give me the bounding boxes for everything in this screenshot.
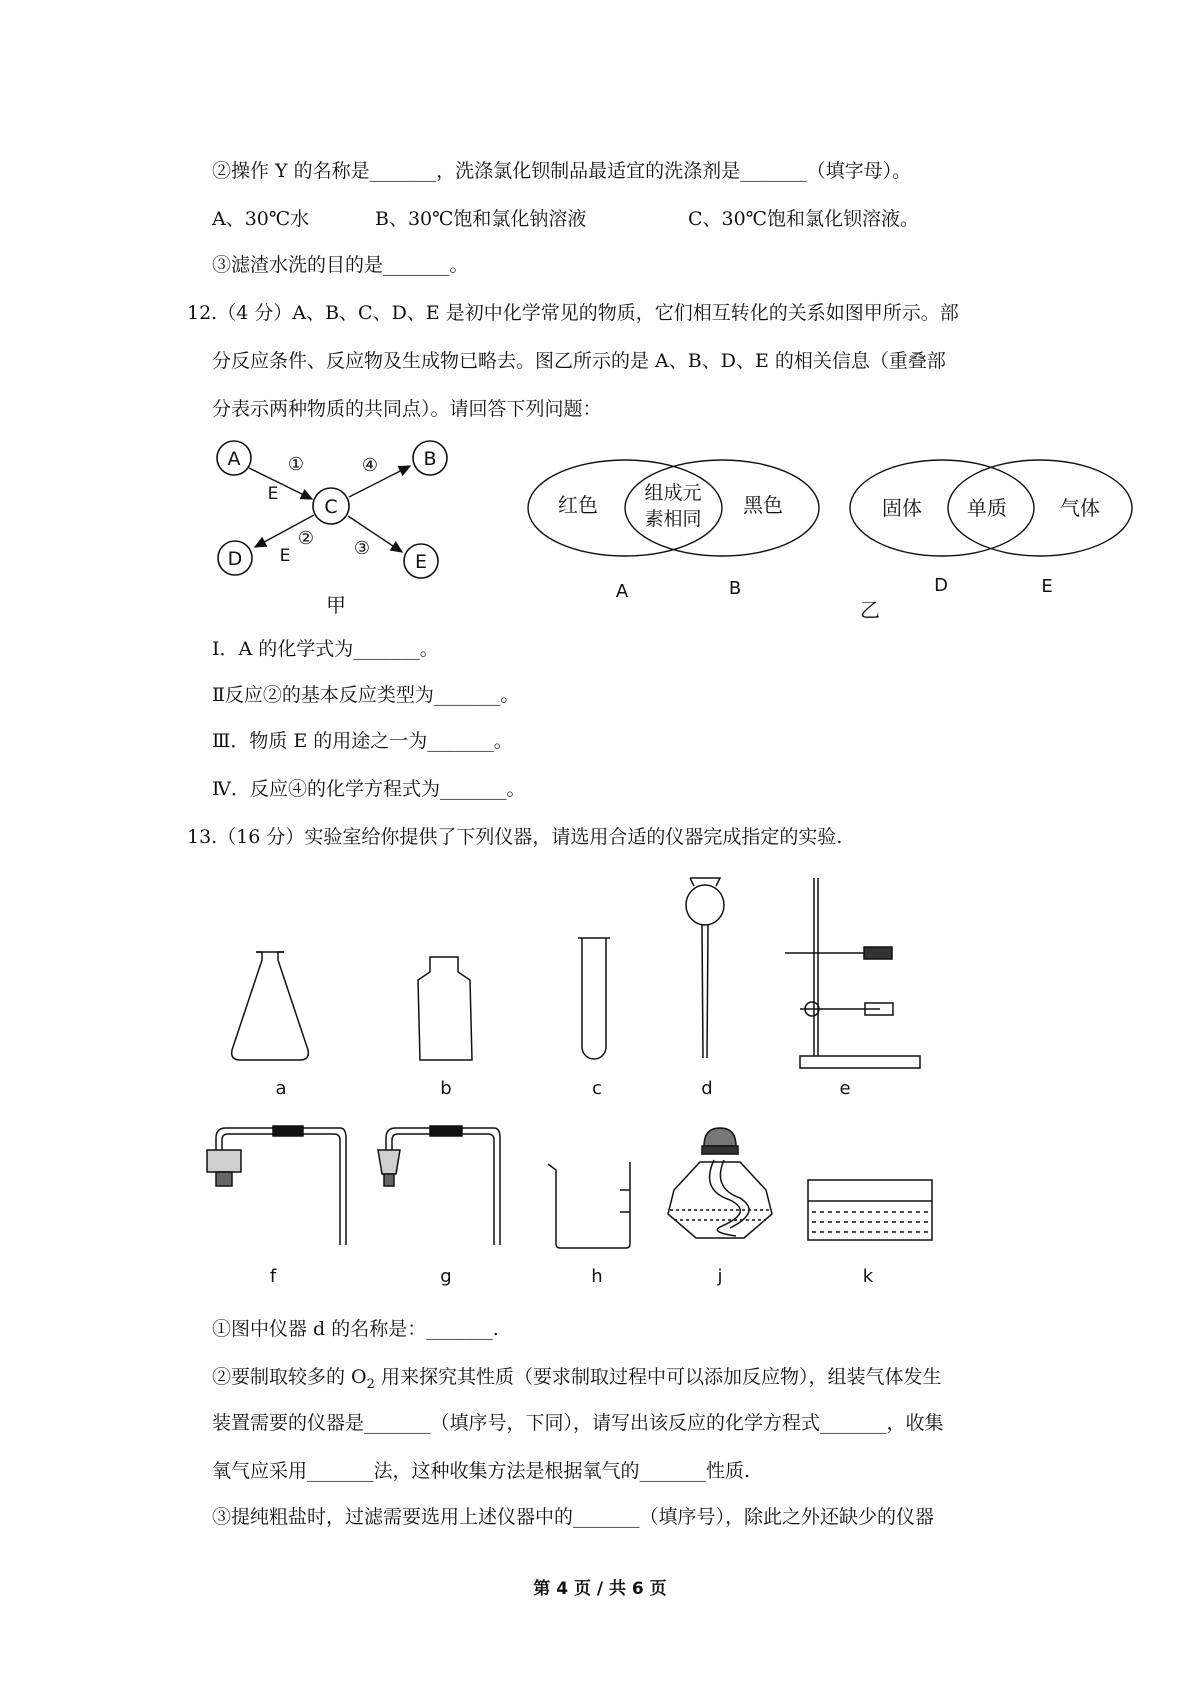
venn-label-d: D xyxy=(934,575,948,596)
q13-part-2-subscript: 2 xyxy=(366,1376,375,1392)
label-f: f xyxy=(269,1266,277,1287)
node-e-label: E xyxy=(414,551,428,573)
apparatus-g-stopper-tube xyxy=(378,1126,500,1245)
venn-b-text: 黑色 xyxy=(743,493,783,517)
q13-stem: 13.（16 分）实验室给你提供了下列仪器，请选用合适的仪器完成指定的实验. xyxy=(187,826,843,848)
label-e: e xyxy=(839,1078,851,1099)
apparatus-d-funnel xyxy=(686,878,724,1058)
venn-label-a: A xyxy=(615,581,629,602)
apparatus-j-alcohol-lamp xyxy=(668,1128,772,1238)
q13-part-3: ③提纯粗盐时，过滤需要选用上述仪器中的_______（填序号），除此之外还缺少的仪器 xyxy=(212,1506,935,1528)
venn-d-e xyxy=(850,460,1132,622)
node-c-label: C xyxy=(324,496,338,518)
q12-sub-2: Ⅱ反应②的基本反应类型为_______。 xyxy=(212,684,520,706)
label-step-2: ② xyxy=(297,528,315,549)
q11-line2: ②操作 Y 的名称是_______，洗涤氯化钡制品最适宜的洗涤剂是_______（填字母）。 xyxy=(212,160,912,182)
label-step-3: ③ xyxy=(353,538,371,559)
q11-line3: ③滤渣水洗的目的是_______。 xyxy=(212,254,469,276)
q12-stem-2: 分反应条件、反应物及生成物已略去。图乙所示的是 A、B、D、E 的相关信息（重叠部 xyxy=(212,350,946,372)
apparatus-k-trough xyxy=(808,1180,932,1240)
q13-part-2-pre: ②要制取较多的 O xyxy=(212,1366,367,1388)
caption-jia: 甲 xyxy=(326,593,346,617)
venn-ab-text-1: 组成元 xyxy=(644,482,702,504)
q12-sub-3: Ⅲ．物质 E 的用途之一为_______。 xyxy=(212,730,513,752)
apparatus-e-iron-stand xyxy=(785,878,920,1068)
q12-stem-3: 分表示两种物质的共同点）。请回答下列问题： xyxy=(212,398,602,420)
apparatus-b-bottle xyxy=(418,957,472,1060)
label-step-1: ① xyxy=(287,454,305,475)
venn-label-e: E xyxy=(1041,576,1053,597)
q11-option-a: A、30℃水 xyxy=(212,208,310,230)
q11-option-c: C、30℃饱和氯化钡溶液。 xyxy=(688,208,919,230)
venn-a-text: 红色 xyxy=(558,493,598,517)
apparatus-a-conical-flask xyxy=(232,952,309,1060)
q13-part-2-post: 用来探究其性质（要求制取过程中可以添加反应物），组装气体发生 xyxy=(374,1366,942,1388)
label-e-lower: E xyxy=(279,546,291,566)
q11-option-b: B、30℃饱和氯化钠溶液 xyxy=(375,208,587,230)
arrow-4 xyxy=(349,466,410,497)
label-e-upper: E xyxy=(267,484,279,504)
venn-a-b xyxy=(528,460,819,602)
node-d-label: D xyxy=(227,548,243,570)
apparatus-c-test-tube xyxy=(578,938,610,1059)
node-a-label: A xyxy=(227,448,241,470)
q12-stem-1: 12.（4 分）A、B、C、D、E 是初中化学常见的物质，它们相互转化的关系如图甲所示。部 xyxy=(187,302,959,324)
label-k: k xyxy=(862,1266,874,1287)
q13-part-2-line-2: 装置需要的仪器是_______（填序号，下同），请写出该反应的化学方程式_______，收集 xyxy=(212,1412,944,1434)
label-g: g xyxy=(440,1266,452,1287)
venn-ab-text-2: 素相同 xyxy=(644,508,702,530)
venn-d-text: 固体 xyxy=(882,496,922,520)
label-j: j xyxy=(717,1266,723,1287)
node-b-label: B xyxy=(423,448,437,470)
apparatus-f-stopper-tube xyxy=(207,1126,346,1245)
page-footer: 第 4 页 / 共 6 页 xyxy=(533,1579,667,1599)
label-a: a xyxy=(275,1078,287,1099)
label-c: c xyxy=(592,1078,602,1099)
venn-e-text: 气体 xyxy=(1060,496,1100,520)
q13-part-2-line-3: 氧气应采用_______法，这种收集方法是根据氧气的_______性质. xyxy=(212,1460,751,1482)
label-h: h xyxy=(591,1266,603,1287)
apparatus-h-beaker xyxy=(548,1162,630,1248)
label-step-4: ④ xyxy=(361,455,379,476)
venn-label-b: B xyxy=(728,578,742,599)
q12-sub-1: Ⅰ．A 的化学式为_______。 xyxy=(212,638,439,660)
figure-jia xyxy=(217,441,447,617)
q13-part-2-line-1 xyxy=(212,1366,941,1392)
venn-de-text: 单质 xyxy=(967,496,1007,520)
label-b: b xyxy=(440,1078,452,1099)
caption-yi: 乙 xyxy=(860,598,880,622)
label-d: d xyxy=(701,1078,713,1099)
q13-part-1: ①图中仪器 d 的名称是：_______. xyxy=(212,1318,499,1340)
q12-sub-4: Ⅳ．反应④的化学方程式为_______。 xyxy=(212,778,526,800)
